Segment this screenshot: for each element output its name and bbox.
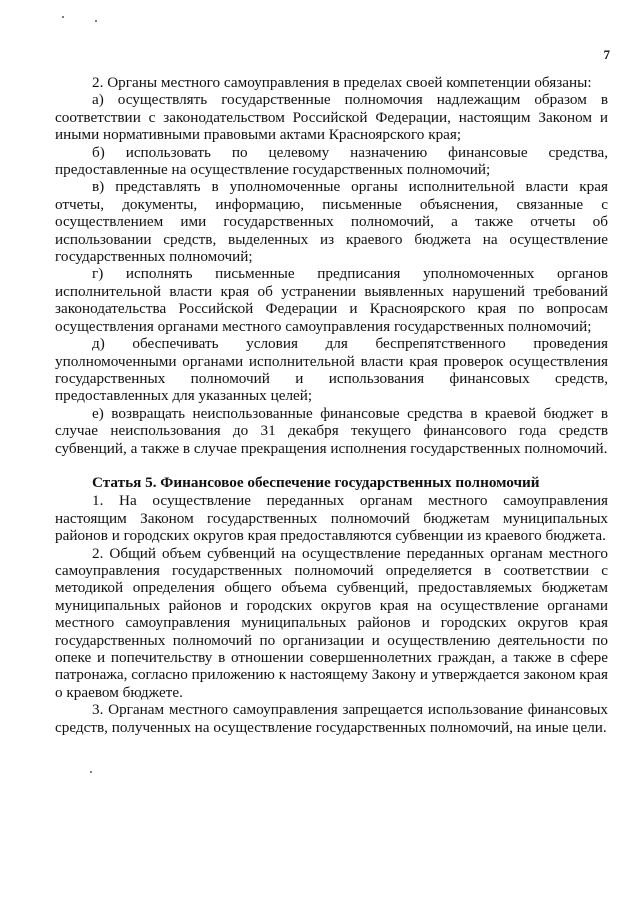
scan-speck — [95, 20, 97, 22]
page-number: 7 — [603, 47, 610, 62]
paragraph-obligation-b: б) использовать по целевому назначению финансовые средства, предоставленные на осуществление государственных полномочий; — [55, 143, 608, 179]
paragraph-obligation-a: а) осуществлять государственные полномочия надлежащим образом в соответствии с законодательством Российской Федерации, настоящим Законом и иными нормативными правовыми актами Красноярского края; — [55, 91, 608, 144]
paragraph-financing-3: 3. Органам местного самоуправления запрещается использование финансовых средств, полученных на осуществление государственных полномочий, на иные цели. — [55, 701, 608, 736]
scan-speck — [62, 16, 64, 18]
scan-speck — [90, 771, 92, 773]
paragraph-obligation-c: в) представлять в уполномоченные органы исполнительной власти края отчеты, документы, информацию, письменные объяснения, связанные с осуществлением ими государственных полномочий, а также отчеты об использовании средств, выделенных из краевого бюджета на осуществление государственных полномочий; — [55, 178, 608, 266]
paragraph-obligation-f: е) возвращать неиспользованные финансовые средства в краевой бюджет в случае неиспользования до 31 декабря текущего финансового года средств субвенций, а также в случае прекращения исполнения государственных полномочий. — [55, 404, 608, 457]
paragraph-financing-2: 2. Общий объем субвенций на осуществление переданных органам местного самоуправления государственных полномочий определяется в соответствии с методикой определения общего объема субвенций, предоставляемых бюджетам муниципальных районов и городских округов края на осуществление органами местного самоуправления муниципальных районов и городских округов края государственных полномочий по организации и осуществлению деятельности по опеке и попечительству в отношении совершеннолетних граждан, а также в сфере патронажа, согласно приложению к настоящему Закону и утверждается законом края о краевом бюджете. — [55, 544, 608, 701]
paragraph-financing-1: 1. На осуществление переданных органам местного самоуправления настоящим Законом государственных полномочий бюджетам муниципальных районов и городских округов края предоставляются субвенции из краевого бюджета. — [55, 492, 608, 545]
article-heading: Статья 5. Финансовое обеспечение государственных полномочий — [92, 473, 540, 491]
document-body — [55, 74, 608, 736]
paragraph-obligation-d: г) исполнять письменные предписания уполномоченных органов исполнительной власти края об устранении выявленных нарушений требований законодательства Российской Федерации и Красноярского края по вопросам осуществления органами местного самоуправления государственных полномочий; — [55, 265, 608, 335]
paragraph-obligation-e: д) обеспечивать условия для беспрепятственного проведения уполномоченными органами исполнительной власти края проверок осуществления государственных полномочий и использования финансовых средств, предоставленных для указанных целей; — [55, 335, 608, 405]
paragraph-obligations-intro: 2. Органы местного самоуправления в пределах своей компетенции обязаны: — [92, 74, 592, 91]
